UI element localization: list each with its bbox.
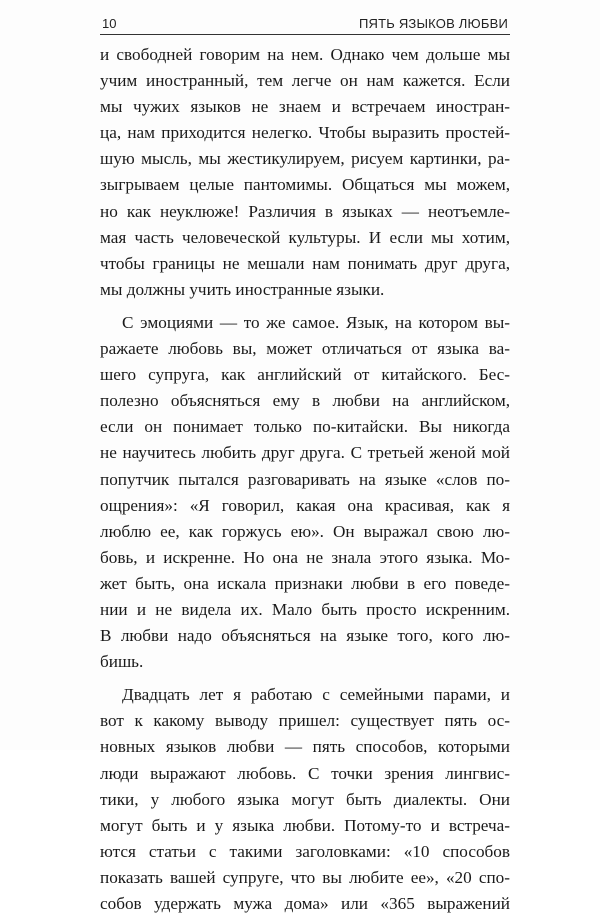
- text-line: чтобы границы не мешали нам понимать друг друга,: [100, 253, 510, 273]
- text-line: попутчик пытался разговаривать на языке «слов по-: [100, 469, 510, 489]
- text-line: могут быть и у языка любви. Потому-то и встреча-: [100, 815, 510, 835]
- text-line: ются статьи с такими заголовками: «10 способов: [100, 841, 510, 861]
- paragraph: [100, 310, 510, 675]
- paragraph: [100, 682, 510, 917]
- text-line: новных языков любви — пять способов, которыми: [100, 737, 510, 757]
- text-line: шую мысль, мы жестикулируем, рисуем картинки, ра-: [100, 149, 510, 169]
- text-line: шего супруга, как английский от китайского. Бес-: [100, 365, 510, 385]
- text-line: С эмоциями — то же самое. Язык, на котором вы-: [122, 312, 510, 332]
- text-line: мы должны учить иностранные языки.: [100, 279, 385, 299]
- text-line: люди выражают любовь. С точки зрения лингвис-: [100, 763, 510, 783]
- text-line: если он понимает только по-китайски. Вы никогда: [100, 417, 510, 437]
- text-line: ражаете любовь вы, может отличаться от языка ва-: [100, 339, 510, 359]
- text-line: тики, у любого языка могут быть диалекты. Они: [100, 789, 510, 809]
- text-line: мая часть человеческой культуры. И если мы хотим,: [100, 227, 510, 247]
- paragraph: [100, 42, 510, 303]
- text-line: бишь.: [100, 652, 144, 672]
- text-line: но как неуклюже! Различия в языках — неотъемле-: [100, 201, 510, 221]
- text-line: показать вашей супруге, что вы любите ее», «20 спо-: [100, 867, 510, 887]
- text-line: мы чужих языков не знаем и встречаем иностран-: [100, 97, 510, 117]
- text-line: учим иностранный, тем легче он нам кажется. Если: [100, 71, 510, 91]
- page-number: 10: [102, 16, 117, 31]
- text-line: люблю ее, как горжусь ею». Он выражал свою лю-: [100, 521, 510, 541]
- text-line: нии и не видела их. Мало быть просто искренним.: [100, 599, 510, 619]
- running-head: [100, 12, 510, 32]
- text-line: В любви надо объясняться на языке того, кого лю-: [100, 626, 510, 646]
- text-line: полезно объясняться ему в любви на английском,: [100, 391, 510, 411]
- text-line: жет быть, она искала признаки любви в его поведе-: [100, 573, 510, 593]
- text-line: ощрения»: «Я говорил, какая она красивая, как я: [100, 495, 510, 515]
- body-text: [100, 42, 510, 917]
- book-title: ПЯТЬ ЯЗЫКОВ ЛЮБВИ: [359, 16, 508, 31]
- text-line: бовь, и искренне. Но она не знала этого языка. Мо-: [100, 547, 510, 567]
- text-line: Двадцать лет я работаю с семейными парами, и: [122, 685, 510, 705]
- text-line: не научитесь любить друг друга. С третьей женой мой: [100, 443, 510, 463]
- text-line: собов удержать мужа дома» или «365 выражений: [100, 894, 510, 913]
- text-line: зыгрываем целые пантомимы. Общаться мы можем,: [100, 175, 510, 195]
- text-line: и свободней говорим на нем. Однако чем дольше мы: [100, 45, 510, 64]
- header-rule: [100, 34, 510, 35]
- text-line: вот к какому выводу пришел: существует пять ос-: [100, 711, 510, 731]
- text-line: ца, нам приходится нелегко. Чтобы выразить простей-: [100, 123, 510, 143]
